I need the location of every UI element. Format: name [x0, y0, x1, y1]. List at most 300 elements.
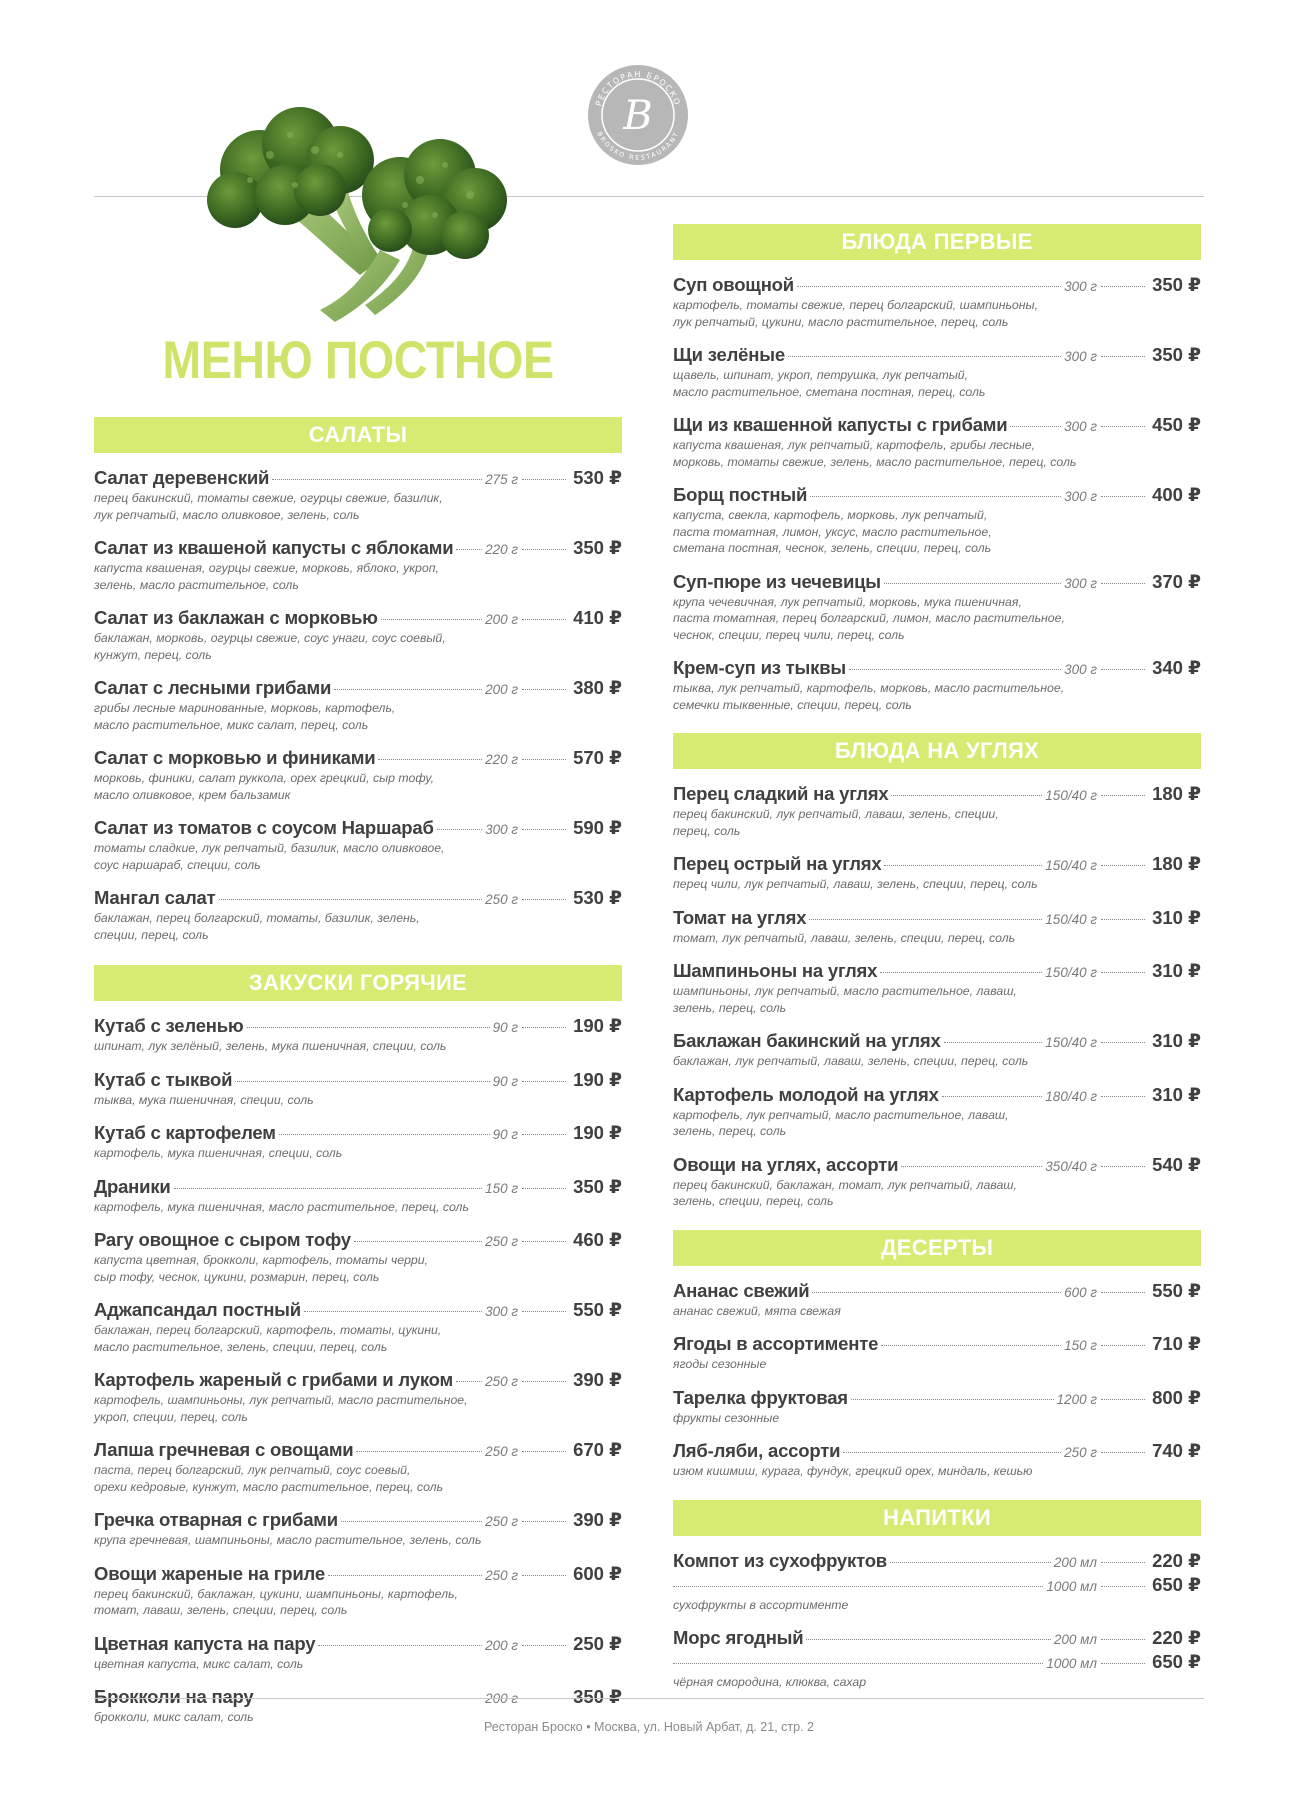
menu-item: [673, 959, 1201, 1016]
logo-monogram: B: [623, 93, 653, 139]
item-description: баклажан, перец болгарский, томаты, базилик, зелень,: [94, 911, 420, 925]
item-row: [673, 1279, 1201, 1303]
item-description: перец, соль: [673, 823, 741, 838]
item-weight: 200 г: [485, 682, 518, 697]
item-name: Салат из баклажан с морковью: [94, 607, 378, 628]
item-weight: 1000 мл: [1046, 1656, 1097, 1671]
menu-item: [94, 1014, 622, 1055]
item-weight: 600 г: [1064, 1284, 1097, 1300]
dot-leader: [1101, 919, 1145, 920]
bottom-divider: [94, 1698, 1204, 1699]
item-name: Гречка отварная с грибами: [94, 1509, 338, 1530]
item-price: 400 ₽: [1152, 484, 1201, 505]
item-price: 570 ₽: [573, 747, 622, 768]
menu-items: [94, 1014, 622, 1726]
item-weight: 300 г: [1064, 662, 1097, 677]
item-price: 340 ₽: [1152, 657, 1201, 678]
item-row: [94, 1014, 622, 1038]
section-header: НАПИТКИ: [673, 1500, 1201, 1536]
item-row: [673, 1549, 1201, 1573]
item-name: Аджапсандал постный: [94, 1299, 301, 1320]
item-description: паста, перец болгарский, лук репчатый, соус соевый,: [94, 1463, 411, 1477]
menu-item: [673, 852, 1201, 893]
item-row: [94, 676, 622, 700]
item-price: 370 ₽: [1152, 570, 1201, 592]
item-description: брокколи, микс салат, соль: [94, 1710, 254, 1724]
dot-leader: [788, 356, 1061, 357]
menu-item: [673, 413, 1201, 470]
dot-leader: [1101, 1639, 1145, 1640]
item-description: капуста, свекла, картофель, морковь, лук репчатый,: [673, 508, 988, 522]
dot-leader: [843, 1452, 1061, 1453]
item-weight: 250 г: [485, 1567, 518, 1583]
item-description: картофель, мука пшеничная, специи, соль: [94, 1146, 343, 1160]
menu-item: [94, 466, 622, 523]
item-description: масло растительное, зелень, специи, перец, соль: [94, 1339, 388, 1354]
item-price: 310 ₽: [1152, 906, 1201, 928]
dot-leader: [1101, 426, 1145, 427]
menu-item: [673, 656, 1201, 713]
item-price: 390 ₽: [573, 1509, 622, 1530]
menu-item: [94, 816, 622, 873]
menu-item: [673, 1549, 1201, 1614]
item-description: крупа гречневая, шампиньоны, масло растительное, зелень, соль: [94, 1533, 482, 1547]
item-row: [94, 1508, 622, 1532]
menu-item: [673, 1439, 1201, 1480]
item-row: [94, 1632, 622, 1656]
section-header: БЛЮДА НА УГЛЯХ: [673, 733, 1201, 769]
item-description: зелень, перец, соль: [673, 1000, 787, 1015]
item-name: Щи зелёные: [673, 344, 785, 365]
item-name: Тарелка фруктовая: [673, 1386, 848, 1408]
dot-leader: [378, 759, 482, 760]
item-price: 380 ₽: [573, 677, 622, 698]
item-weight: 200 мл: [1053, 1632, 1097, 1647]
dot-leader: [812, 1292, 1061, 1293]
item-name: Морс ягодный: [673, 1627, 804, 1648]
dot-leader: [1101, 972, 1145, 973]
dot-leader: [880, 972, 1042, 973]
item-name: Брокколи на пару: [94, 1686, 254, 1707]
item-weight: 150/40 г: [1045, 1035, 1097, 1050]
item-price: 450 ₽: [1152, 414, 1201, 435]
logo-top-text: РЕСТОРАН БРОСКО: [594, 69, 682, 108]
item-description: картофель, лук репчатый, масло растительное, лаваш,: [673, 1107, 1009, 1122]
item-description: морковь, финики, салат руккола, орех грецкий, сыр тофу,: [94, 771, 435, 785]
menu-item: [673, 570, 1201, 644]
right-column: [673, 224, 1201, 1704]
dot-leader: [1010, 426, 1061, 427]
dot-leader: [1101, 1562, 1145, 1563]
item-description: перец бакинский, баклажан, томат, лук репчатый, лаваш,: [673, 1177, 1017, 1192]
item-weight: 300 г: [485, 1304, 518, 1319]
item-weight: 250 г: [485, 1514, 518, 1529]
menu-item: [94, 1228, 622, 1285]
item-description: сухофрукты в ассортименте: [673, 1597, 849, 1612]
dot-leader: [1101, 1586, 1145, 1587]
menu-item: [94, 1175, 622, 1216]
item-name: Лапша гречневая с овощами: [94, 1439, 354, 1460]
menu-item: [673, 1626, 1201, 1691]
item-weight: 250 г: [485, 1444, 518, 1459]
dot-leader: [522, 1381, 566, 1382]
item-name: Борщ постный: [673, 484, 808, 505]
item-row: [94, 886, 622, 910]
item-row: [94, 1685, 622, 1709]
item-price: 800 ₽: [1152, 1386, 1201, 1408]
item-weight: 150/40 г: [1045, 965, 1097, 980]
item-description: масло растительное, микс салат, перец, соль: [94, 717, 369, 732]
item-row: [673, 656, 1201, 680]
item-name: Суп-пюре из чечевицы: [673, 570, 881, 592]
item-name: Перец острый на углях: [673, 853, 882, 874]
left-column: [94, 417, 622, 1739]
dot-leader: [334, 689, 482, 690]
item-description: капуста квашеная, лук репчатый, картофель, грибы лесные,: [673, 438, 1036, 452]
item-price: 190 ₽: [573, 1122, 622, 1143]
item-price: 180 ₽: [1152, 783, 1201, 804]
menu-section: [94, 417, 622, 943]
menu-item: [673, 906, 1201, 947]
item-row: [94, 536, 622, 560]
item-weight: 300 г: [1064, 575, 1097, 591]
item-description: лук репчатый, цукини, масло растительное, перец, соль: [673, 314, 1009, 329]
menu-items: [94, 466, 622, 943]
item-name: Компот из сухофруктов: [673, 1549, 887, 1571]
item-weight: 250 г: [485, 1374, 518, 1389]
item-row: [94, 606, 622, 630]
menu-item: [94, 1068, 622, 1109]
dot-leader: [522, 549, 566, 550]
dot-leader: [881, 1345, 1061, 1346]
dot-leader: [522, 1188, 566, 1189]
menu-items: [673, 782, 1201, 1210]
menu-item: [94, 606, 622, 663]
item-row: [673, 1626, 1201, 1650]
item-description: морковь, томаты свежие, зелень, масло растительное, перец, соль: [673, 454, 1077, 469]
item-description: перец бакинский, томаты свежие, огурцы свежие, базилик,: [94, 491, 443, 505]
dot-leader: [522, 689, 566, 690]
menu-item: [673, 1332, 1201, 1373]
item-weight: 1000 мл: [1046, 1578, 1097, 1594]
item-name: Картофель молодой на углях: [673, 1083, 939, 1105]
item-name: Салат с морковью и финиками: [94, 747, 376, 768]
item-name: Кутаб с зеленью: [94, 1015, 244, 1036]
item-description: ягоды сезонные: [673, 1357, 767, 1371]
menu-section: [673, 224, 1201, 713]
item-description: фрукты сезонные: [673, 1410, 780, 1425]
dot-leader: [522, 1645, 566, 1646]
item-description: тыква, мука пшеничная, специи, соль: [94, 1092, 314, 1107]
item-name: Ананас свежий: [673, 1279, 810, 1301]
item-price: 740 ₽: [1152, 1440, 1201, 1461]
broccoli-illustration: [190, 100, 530, 325]
item-description: картофель, шампиньоны, лук репчатый, масло растительное,: [94, 1393, 468, 1407]
dot-leader: [522, 479, 566, 480]
menu-item: [94, 1121, 622, 1162]
item-weight: 150 г: [1064, 1338, 1097, 1353]
item-row: [673, 413, 1201, 437]
item-weight: 150/40 г: [1045, 788, 1097, 803]
menu-item: [673, 782, 1201, 839]
item-description: цветная капуста, микс салат, соль: [94, 1656, 304, 1671]
item-name: Щи из квашенной капусты с грибами: [673, 414, 1008, 435]
dot-leader: [1101, 1399, 1145, 1400]
dot-leader: [456, 549, 482, 550]
item-price: 190 ₽: [573, 1068, 622, 1090]
item-price: 650 ₽: [1152, 1573, 1201, 1595]
item-row: [673, 959, 1201, 983]
item-name: Баклажан бакинский на углях: [673, 1030, 941, 1051]
item-weight: 150/40 г: [1045, 858, 1097, 873]
menu-item: [94, 536, 622, 593]
dot-leader: [1101, 1345, 1145, 1346]
item-price: 220 ₽: [1152, 1627, 1201, 1648]
item-price: 220 ₽: [1152, 1549, 1201, 1571]
item-description: изюм кишмиш, курага, фундук, грецкий орех, миндаль, кешью: [673, 1464, 1033, 1478]
item-name: Мангал салат: [94, 887, 216, 908]
menu-item: [94, 746, 622, 803]
item-name: Салат из квашеной капусты с яблоками: [94, 537, 454, 558]
dot-leader: [1101, 1292, 1145, 1293]
dot-leader: [1101, 669, 1145, 670]
item-weight: 275 г: [485, 472, 518, 487]
item-row: [673, 852, 1201, 876]
item-price: 350 ₽: [573, 1686, 622, 1707]
item-price: 550 ₽: [573, 1299, 622, 1320]
item-row: [673, 1153, 1201, 1177]
menu-title: МЕНЮ ПОСТНОЕ: [162, 331, 554, 390]
item-description: лук репчатый, масло оливковое, зелень, соль: [94, 507, 360, 522]
dot-leader: [1101, 496, 1145, 497]
item-name: Овощи жареные на гриле: [94, 1562, 325, 1584]
dot-leader: [673, 1586, 1043, 1587]
item-description: баклажан, морковь, огурцы свежие, соус унаги, соус соевый,: [94, 631, 446, 645]
dot-leader: [1101, 795, 1145, 796]
dot-leader: [522, 899, 566, 900]
menu-section: [673, 733, 1201, 1210]
item-name: Перец сладкий на углях: [673, 783, 889, 804]
dot-leader: [219, 899, 483, 900]
dot-leader: [1101, 583, 1145, 584]
dot-leader: [901, 1166, 1042, 1167]
item-name: Кутаб с тыквой: [94, 1068, 233, 1090]
menu-item: [673, 1279, 1201, 1320]
item-row: [673, 483, 1201, 507]
item-row: [94, 1175, 622, 1199]
dot-leader: [522, 1451, 566, 1452]
menu-item: [94, 1438, 622, 1495]
dot-leader: [341, 1521, 482, 1522]
item-description: перец бакинский, баклажан, цукини, шампиньоны, картофель,: [94, 1586, 458, 1601]
item-weight: 200 г: [485, 612, 518, 627]
item-description: специи, перец, соль: [94, 927, 209, 942]
item-name: Рагу овощное с сыром тофу: [94, 1229, 351, 1250]
menu-item: [673, 1153, 1201, 1210]
dot-leader: [304, 1311, 482, 1312]
item-price: 530 ₽: [573, 887, 622, 908]
dot-leader: [522, 619, 566, 620]
item-row: [94, 1068, 622, 1092]
item-row: [94, 816, 622, 840]
item-row: [94, 746, 622, 770]
item-name: Салат с лесными грибами: [94, 677, 332, 698]
item-price: 530 ₽: [573, 467, 622, 488]
item-description: капуста квашеная, огурцы свежие, морковь, яблоко, укроп,: [94, 561, 439, 575]
menu-section: [673, 1230, 1201, 1480]
item-weight: 90 г: [492, 1073, 518, 1089]
dot-leader: [849, 669, 1061, 670]
item-weight: 300 г: [1064, 489, 1097, 504]
item-name: Шампиньоны на углях: [673, 960, 878, 981]
dot-leader: [942, 1096, 1043, 1097]
item-weight: 90 г: [492, 1020, 518, 1035]
item-description: капуста цветная, брокколи, картофель, томаты черри,: [94, 1253, 429, 1267]
dot-leader: [522, 1027, 566, 1028]
item-row: [94, 1368, 622, 1392]
item-weight: 220 г: [485, 542, 518, 557]
item-weight: 150/40 г: [1045, 911, 1097, 927]
item-description: паста томатная, лимон, уксус, масло растительное,: [673, 524, 992, 539]
dot-leader: [328, 1575, 482, 1576]
dot-leader: [522, 1081, 566, 1082]
item-price: 250 ₽: [573, 1632, 622, 1654]
item-weight: 1200 г: [1056, 1391, 1097, 1407]
item-name: Суп овощной: [673, 274, 794, 295]
item-price: 650 ₽: [1152, 1651, 1201, 1672]
item-name: Драники: [94, 1175, 171, 1197]
item-row: [673, 1029, 1201, 1053]
menu-section: [673, 1500, 1201, 1691]
dot-leader: [806, 1639, 1050, 1640]
dot-leader: [381, 619, 482, 620]
item-name: Томат на углях: [673, 906, 807, 928]
item-price: 550 ₽: [1152, 1279, 1201, 1301]
dot-leader: [456, 1381, 482, 1382]
item-description: шампиньоны, лук репчатый, масло растительное, лаваш,: [673, 984, 1017, 998]
menu-items: [673, 1549, 1201, 1691]
dot-leader: [944, 1042, 1043, 1043]
item-weight: 300 г: [1064, 279, 1097, 294]
section-header: ЗАКУСКИ ГОРЯЧИЕ: [94, 965, 622, 1001]
item-weight: 300 г: [1064, 419, 1097, 434]
item-row-secondary: [673, 1573, 1201, 1597]
dot-leader: [522, 1521, 566, 1522]
item-price: 310 ₽: [1152, 1030, 1201, 1051]
item-row: [94, 1121, 622, 1145]
menu-item: [94, 1508, 622, 1549]
item-price: 310 ₽: [1152, 1083, 1201, 1105]
dot-leader: [522, 1134, 566, 1135]
item-description: перец чили, лук репчатый, лаваш, зелень, специи, перец, соль: [673, 877, 1038, 891]
dot-leader: [356, 1451, 482, 1452]
item-price: 600 ₽: [573, 1562, 622, 1584]
item-description: грибы лесные маринованные, морковь, картофель,: [94, 701, 396, 715]
dot-leader: [279, 1134, 490, 1135]
item-price: 350 ₽: [573, 537, 622, 558]
item-row: [94, 1228, 622, 1252]
item-description: тыква, лук репчатый, картофель, морковь, масло растительное,: [673, 681, 1065, 695]
menu-item: [673, 1386, 1201, 1427]
item-description: кунжут, перец, соль: [94, 647, 212, 662]
item-name: Цветная капуста на пару: [94, 1632, 316, 1654]
item-description: зелень, масло растительное, соль: [94, 577, 299, 592]
item-weight: 200 мл: [1053, 1554, 1097, 1570]
menu-item: [673, 1083, 1201, 1140]
dot-leader: [890, 1562, 1051, 1563]
item-name: Овощи на углях, ассорти: [673, 1153, 899, 1175]
dot-leader: [1101, 1166, 1145, 1167]
item-price: 460 ₽: [573, 1229, 622, 1250]
dot-leader: [851, 1399, 1054, 1400]
restaurant-logo: [586, 63, 690, 167]
item-row: [673, 1332, 1201, 1356]
dot-leader: [884, 865, 1042, 866]
dot-leader: [810, 496, 1061, 497]
dot-leader: [247, 1027, 490, 1028]
item-price: 190 ₽: [573, 1015, 622, 1036]
dot-leader: [522, 829, 566, 830]
item-price: 540 ₽: [1152, 1153, 1201, 1175]
section-header: БЛЮДА ПЕРВЫЕ: [673, 224, 1201, 260]
item-description: сыр тофу, чеснок, цукини, розмарин, перец, соль: [94, 1269, 380, 1284]
dot-leader: [884, 583, 1061, 584]
item-row: [94, 466, 622, 490]
item-weight: 300 г: [485, 822, 518, 837]
item-description: томат, лаваш, зелень, специи, перец, соль: [94, 1603, 348, 1617]
menu-items: [673, 273, 1201, 713]
logo-bottom-text: BROSKO RESTAURANT: [595, 130, 681, 162]
menu-item: [94, 676, 622, 733]
item-row: [673, 1439, 1201, 1463]
item-weight: 150 г: [485, 1180, 518, 1196]
item-description: чеснок, специи, перец чили, перец, соль: [673, 627, 905, 642]
item-description: чёрная смородина, клюква, сахар: [673, 1675, 867, 1689]
item-price: 350 ₽: [1152, 274, 1201, 295]
item-price: 350 ₽: [573, 1175, 622, 1197]
item-row: [673, 570, 1201, 594]
item-weight: 250 г: [485, 1234, 518, 1249]
item-row: [673, 906, 1201, 930]
item-description: перец бакинский, лук репчатый, лаваш, зелень, специи,: [673, 807, 999, 821]
item-price: 180 ₽: [1152, 853, 1201, 874]
menu-item: [673, 273, 1201, 330]
item-row-secondary: [673, 1650, 1201, 1674]
menu-item: [94, 1562, 622, 1619]
item-name: Ягоды в ассортименте: [673, 1333, 879, 1354]
dot-leader: [522, 1241, 566, 1242]
item-row: [673, 782, 1201, 806]
item-description: томаты сладкие, лук репчатый, базилик, масло оливковое,: [94, 841, 445, 855]
item-weight: 90 г: [492, 1127, 518, 1142]
item-name: Ляб-ляби, ассорти: [673, 1440, 841, 1461]
item-description: масло растительное, сметана постная, перец, соль: [673, 384, 986, 399]
item-row: [673, 273, 1201, 297]
dot-leader: [1101, 865, 1145, 866]
section-header: ДЕСЕРТЫ: [673, 1230, 1201, 1266]
item-price: 410 ₽: [573, 607, 622, 628]
item-description: баклажан, перец болгарский, картофель, томаты, цукини,: [94, 1323, 442, 1337]
menu-item: [94, 886, 622, 943]
item-price: 710 ₽: [1152, 1333, 1201, 1354]
item-description: орехи кедровые, кунжут, масло растительное, перец, соль: [94, 1479, 444, 1494]
item-weight: 350/40 г: [1045, 1158, 1097, 1174]
item-price: 310 ₽: [1152, 960, 1201, 981]
item-price: 390 ₽: [573, 1369, 622, 1390]
dot-leader: [891, 795, 1042, 796]
dot-leader: [522, 1575, 566, 1576]
item-row: [94, 1438, 622, 1462]
